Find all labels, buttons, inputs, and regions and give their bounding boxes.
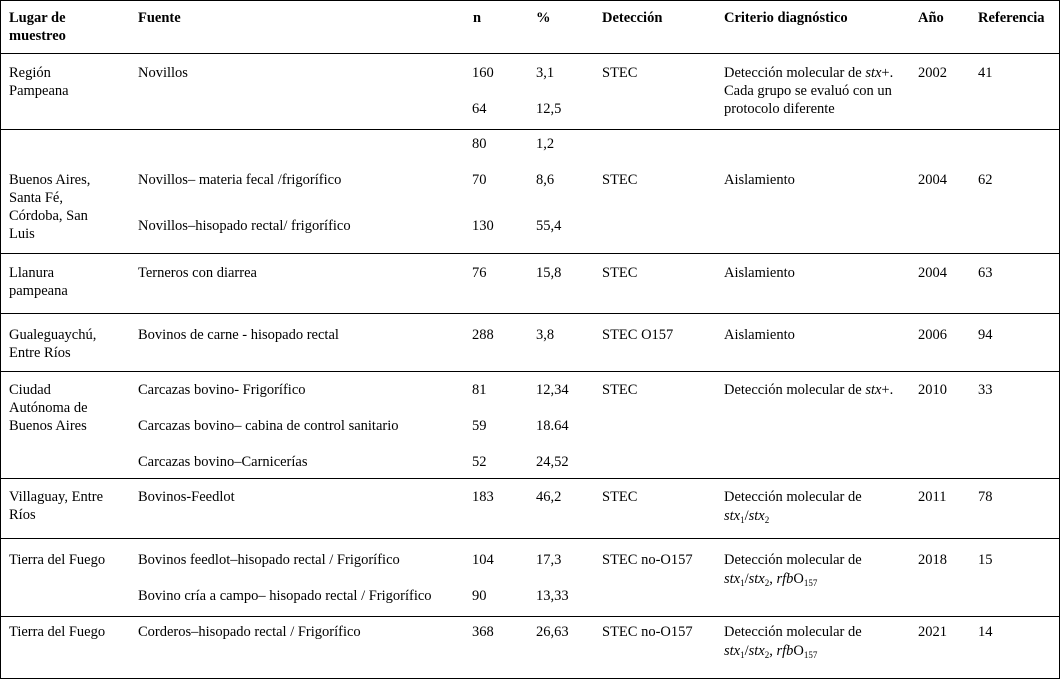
cell-criterio: Detección molecular de bbox=[724, 489, 862, 505]
header-deteccion: Detección bbox=[602, 10, 663, 26]
cell-fuente: Novillos bbox=[138, 65, 188, 81]
cell-anio: 2002 bbox=[918, 65, 947, 81]
cell-pct: 3,1 bbox=[536, 65, 555, 81]
cell-anio: 2006 bbox=[918, 327, 947, 343]
cell-pct: 18.64 bbox=[536, 418, 569, 434]
cell-n: 368 bbox=[472, 624, 494, 640]
cell-fuente: Terneros con diarrea bbox=[138, 265, 257, 281]
header-n: n bbox=[473, 10, 482, 26]
cell-criterio-formula: stx$_1$/stx$_2$ bbox=[724, 508, 770, 525]
row-divider bbox=[0, 478, 1060, 479]
cell-n: 288 bbox=[472, 327, 494, 343]
cell-fuente: Corderos–hisopado rectal / Frigorífico bbox=[138, 624, 361, 640]
row-divider bbox=[0, 616, 1060, 617]
cell-anio: 2004 bbox=[918, 172, 947, 188]
cell-criterio: Detección molecular de stx+. bbox=[724, 382, 894, 398]
cell-pct: 13,33 bbox=[536, 588, 569, 604]
row-divider bbox=[0, 53, 1060, 54]
cell-lugar: Llanura pampeana bbox=[9, 265, 68, 299]
cell-lugar: Tierra del Fuego bbox=[9, 624, 106, 640]
cell-anio: 2011 bbox=[918, 489, 947, 505]
header-pct: % bbox=[536, 10, 551, 26]
cell-pct: 12,34 bbox=[536, 382, 569, 398]
cell-n: 104 bbox=[472, 552, 494, 568]
row-divider bbox=[0, 253, 1060, 254]
cell-anio: 2004 bbox=[918, 265, 947, 281]
header-criterio: Criterio diagnóstico bbox=[724, 10, 848, 26]
cell-fuente: Carcazas bovino– cabina de control sanitario bbox=[138, 418, 399, 434]
cell-deteccion: STEC no-O157 bbox=[602, 624, 693, 640]
row-divider bbox=[0, 371, 1060, 372]
cell-criterio: Detección molecular de stx+. Cada grupo se evaluó con un protocolo diferente bbox=[724, 65, 894, 117]
cell-ref: 33 bbox=[978, 382, 993, 398]
cell-pct: 26,63 bbox=[536, 624, 569, 640]
cell-lugar: Región Pampeana bbox=[9, 65, 69, 99]
cell-criterio-formula: stx$_1$/stx$_2$, rfbO$_{157}$ bbox=[724, 643, 818, 660]
row-divider bbox=[0, 538, 1060, 539]
cell-fuente: Carcazas bovino- Frigorífico bbox=[138, 382, 306, 398]
cell-ref: 94 bbox=[978, 327, 993, 343]
cell-n: 59 bbox=[472, 418, 487, 434]
cell-pct: 8,6 bbox=[536, 172, 555, 188]
cell-criterio: Aislamiento bbox=[724, 172, 795, 188]
header-fuente: Fuente bbox=[138, 10, 181, 26]
cell-deteccion: STEC bbox=[602, 265, 638, 281]
cell-ref: 15 bbox=[978, 552, 993, 568]
header-anio: Año bbox=[918, 10, 944, 26]
header-lugar: Lugar de muestreo bbox=[9, 10, 66, 44]
cell-anio: 2021 bbox=[918, 624, 947, 640]
cell-anio: 2010 bbox=[918, 382, 947, 398]
cell-pct: 55,4 bbox=[536, 218, 562, 234]
cell-ref: 62 bbox=[978, 172, 993, 188]
cell-fuente: Novillos–hisopado rectal/ frigorífico bbox=[138, 218, 351, 234]
cell-ref: 41 bbox=[978, 65, 993, 81]
row-divider bbox=[0, 129, 1060, 130]
cell-n: 90 bbox=[472, 588, 487, 604]
cell-lugar: Ciudad Autónoma de Buenos Aires bbox=[9, 382, 88, 434]
cell-lugar: Buenos Aires, Santa Fé, Córdoba, San Luis bbox=[9, 172, 91, 242]
cell-lugar: Villaguay, Entre Ríos bbox=[9, 489, 104, 523]
cell-n: 81 bbox=[472, 382, 487, 398]
cell-n: 52 bbox=[472, 454, 487, 470]
cell-criterio: Aislamiento bbox=[724, 265, 795, 281]
cell-n: 76 bbox=[472, 265, 487, 281]
cell-fuente: Novillos– materia fecal /frigorífico bbox=[138, 172, 342, 188]
cell-anio: 2018 bbox=[918, 552, 947, 568]
cell-deteccion: STEC O157 bbox=[602, 327, 674, 343]
cell-fuente: Carcazas bovino–Carnicerías bbox=[138, 454, 308, 470]
cell-lugar: Tierra del Fuego bbox=[9, 552, 106, 568]
cell-n: 183 bbox=[472, 489, 494, 505]
cell-fuente: Bovinos de carne - hisopado rectal bbox=[138, 327, 339, 343]
cell-pct: 3,8 bbox=[536, 327, 555, 343]
cell-pct: 12,5 bbox=[536, 101, 562, 117]
cell-n: 64 bbox=[472, 101, 487, 117]
cell-n: 80 bbox=[472, 136, 487, 152]
cell-fuente: Bovino cría a campo– hisopado rectal / Frigorífico bbox=[138, 588, 432, 604]
cell-n: 70 bbox=[472, 172, 487, 188]
cell-n: 130 bbox=[472, 218, 494, 234]
cell-pct: 17,3 bbox=[536, 552, 562, 568]
cell-lugar: Gualeguaychú, Entre Ríos bbox=[9, 327, 97, 361]
cell-criterio: Detección molecular de bbox=[724, 552, 862, 568]
header-referencia: Referencia bbox=[978, 10, 1045, 26]
cell-deteccion: STEC bbox=[602, 172, 638, 188]
cell-deteccion: STEC bbox=[602, 489, 638, 505]
row-divider bbox=[0, 313, 1060, 314]
cell-criterio-formula: stx$_1$/stx$_2$, rfbO$_{157}$ bbox=[724, 571, 818, 588]
cell-ref: 78 bbox=[978, 489, 993, 505]
cell-deteccion: STEC bbox=[602, 382, 638, 398]
cell-ref: 14 bbox=[978, 624, 993, 640]
cell-criterio: Detección molecular de bbox=[724, 624, 862, 640]
cell-deteccion: STEC bbox=[602, 65, 638, 81]
cell-deteccion: STEC no-O157 bbox=[602, 552, 693, 568]
cell-criterio: Aislamiento bbox=[724, 327, 795, 343]
cell-pct: 24,52 bbox=[536, 454, 569, 470]
cell-fuente: Bovinos-Feedlot bbox=[138, 489, 235, 505]
cell-pct: 1,2 bbox=[536, 136, 555, 152]
cell-ref: 63 bbox=[978, 265, 993, 281]
cell-fuente: Bovinos feedlot–hisopado rectal / Frigorífico bbox=[138, 552, 400, 568]
cell-pct: 46,2 bbox=[536, 489, 562, 505]
cell-pct: 15,8 bbox=[536, 265, 562, 281]
cell-n: 160 bbox=[472, 65, 494, 81]
